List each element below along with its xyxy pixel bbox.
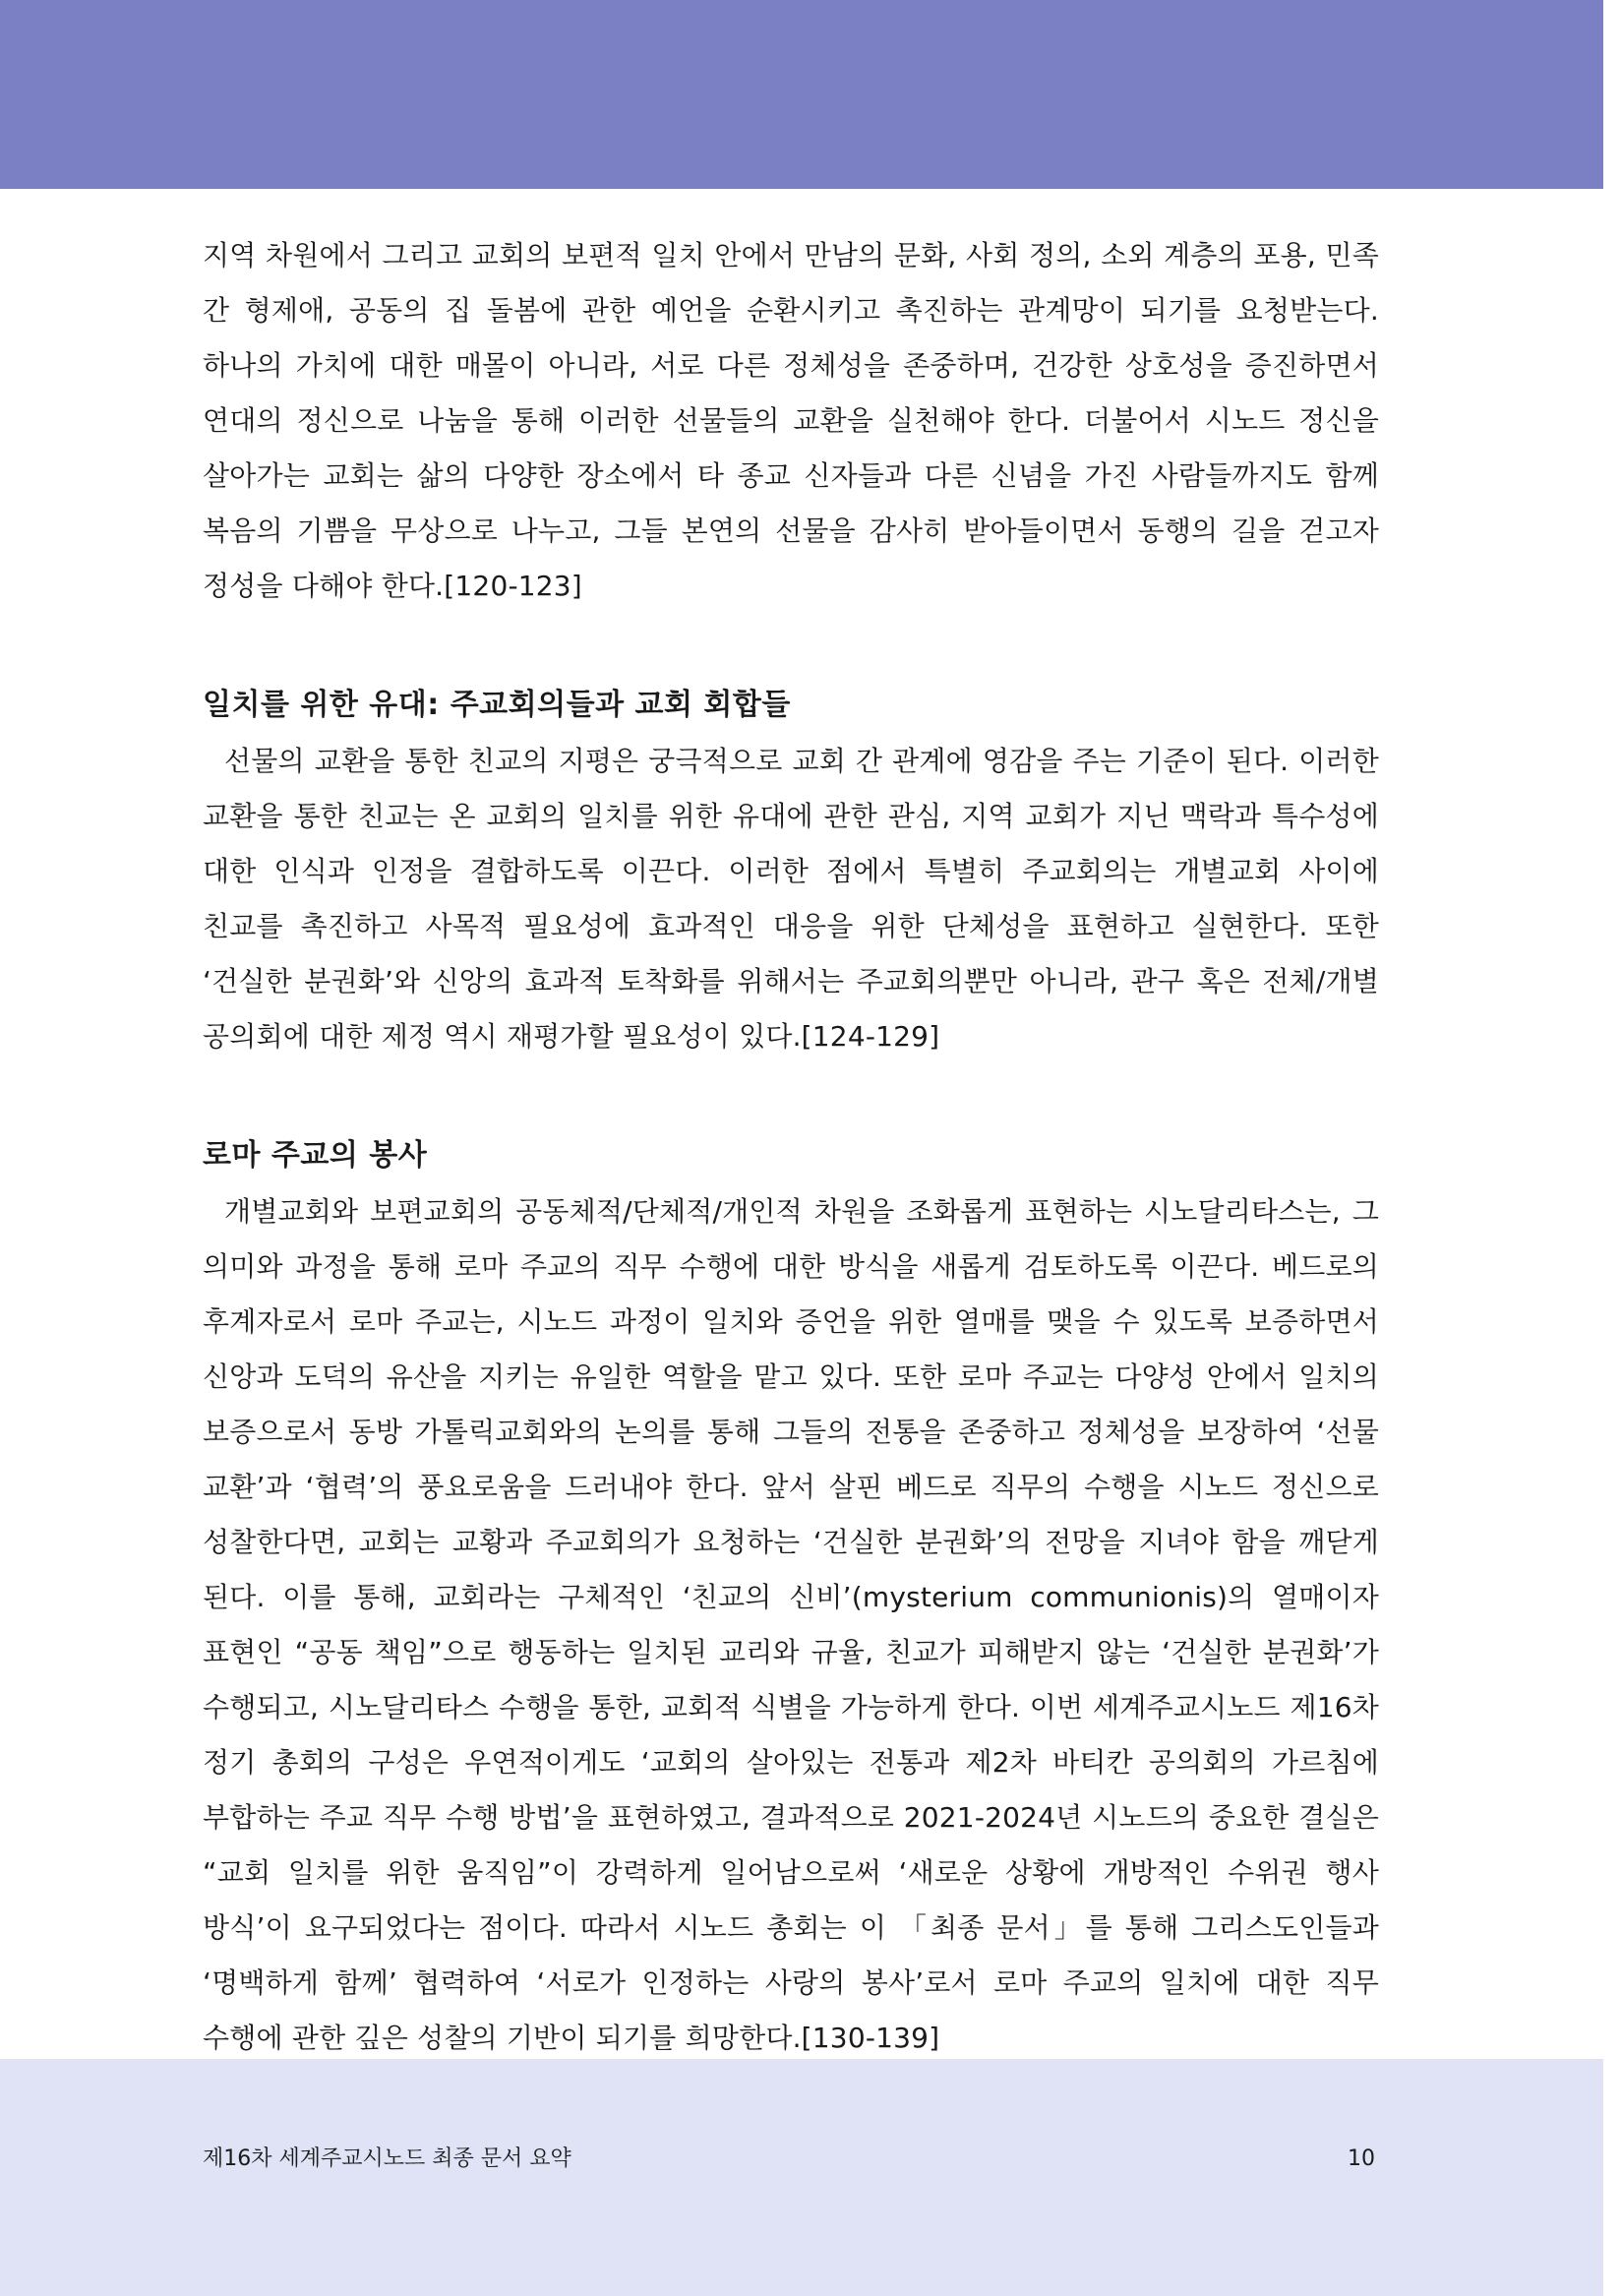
document-body [203, 228, 1379, 2066]
section-paragraph-unity-bonds: 선물의 교환을 통한 친교의 지평은 궁극적으로 교회 간 관계에 영감을 주는 기준이 된다. 이러한 교환을 통한 친교는 온 교회의 일치를 위한 유대에 관한 관심, 지역 교회가 지닌 맥락과 특수성에 대한 인식과 인정을 결합하도록 이끈다. 이러한 점에서 특별히 주교회의는 개별교회 사이에 친교를 촉진하고 사목적 필요성에 효과적인 대응을 위한 단체성을 표현하고 실현한다. 또한 ‘건실한 분권화’와 신앙의 효과적 토착화를 위해서는 주교회의뿐만 아니라, 관구 혹은 전체/개별 공의회에 대한 제정 역시 재평가할 필요성이 있다.[124-129] [203, 745, 1379, 1053]
footer-band [0, 2059, 1603, 2296]
header-band [0, 0, 1603, 189]
intro-paragraph: 지역 차원에서 그리고 교회의 보편적 일치 안에서 만남의 문화, 사회 정의, 소외 계층의 포용, 민족 간 형제애, 공동의 집 돌봄에 관한 예언을 순환시키고 촉진하는 관계망이 되기를 요청받는다. 하나의 가치에 대한 매몰이 아니라, 서로 다른 정체성을 존중하며, 건강한 상호성을 증진하면서 연대의 정신으로 나눔을 통해 이러한 선물들의 교환을 실천해야 한다. 더불어서 시노드 정신을 살아가는 교회는 삶의 다양한 장소에서 타 종교 신자들과 다른 신념을 가진 사람들까지도 함께 복음의 기쁨을 무상으로 나누고, 그들 본연의 선물을 감사히 받아들이면서 동행의 길을 걷고자 정성을 다해야 한다.[120-123] [203, 239, 1379, 602]
section-heading-unity-bonds: 일치를 위한 유대: 주교회의들과 교회 회합들 [203, 688, 791, 722]
section-paragraph-bishop-of-rome: 개별교회와 보편교회의 공동체적/단체적/개인적 차원을 조화롭게 표현하는 시노달리타스는, 그 의미와 과정을 통해 로마 주교의 직무 수행에 대한 방식을 새롭게 검토하도록 이끈다. 베드로의 후계자로서 로마 주교는, 시노드 과정이 일치와 증언을 위한 열매를 맺을 수 있도록 보증하면서 신앙과 도덕의 유산을 지키는 유일한 역할을 맡고 있다. 또한 로마 주교는 다양성 안에서 일치의 보증으로서 동방 가톨릭교회와의 논의를 통해 그들의 전통을 존중하고 정체성을 보장하여 ‘선물 교환’과 ‘협력’의 풍요로움을 드러내야 한다. 앞서 살핀 베드로 직무의 수행을 시노드 정신으로 성찰한다면, 교회는 교황과 주교회의가 요청하는 ‘건실한 분권화’의 전망을 지녀야 함을 깨닫게 된다. 이를 통해, 교회라는 구체적인 ‘친교의 신비’(mysterium communionis)의 열매이자 표현인 “공동 책임”으로 행동하는 일치된 교리와 규율, 친교가 피해받지 않는 ‘건실한 분권화’가 수행되고, 시노달리타스 수행을 통한, 교회적 식별을 가능하게 한다. 이번 세계주교시노드 제16차 정기 총회의 구성은 우연적이게도 ‘교회의 살아있는 전통과 제2차 바티칸 공의회의 가르침에 부합하는 주교 직무 수행 방법’을 표현하였고, 결과적으로 2021-2024년 시노드의 중요한 결실은 “교회 일치를 위한 움직임”이 강력하게 일어남으로써 ‘새로운 상황에 개방적인 수위권 행사 방식’이 요구되었다는 점이다. 따라서 시노드 총회는 이 「최종 문서」를 통해 그리스도인들과 ‘명백하게 함께’ 협력하여 ‘서로가 인정하는 사랑의 봉사’로서 로마 주교의 일치에 대한 직무 수행에 관한 깊은 성찰의 기반이 되기를 희망한다.[130-139] [203, 1195, 1379, 2054]
section-heading-bishop-of-rome: 로마 주교의 봉사 [203, 1138, 428, 1173]
page-number: 10 [1348, 2146, 1375, 2171]
footer-document-title: 제16차 세계주교시노드 최종 문서 요약 [203, 2146, 571, 2171]
page-edge [1603, 0, 1621, 2296]
